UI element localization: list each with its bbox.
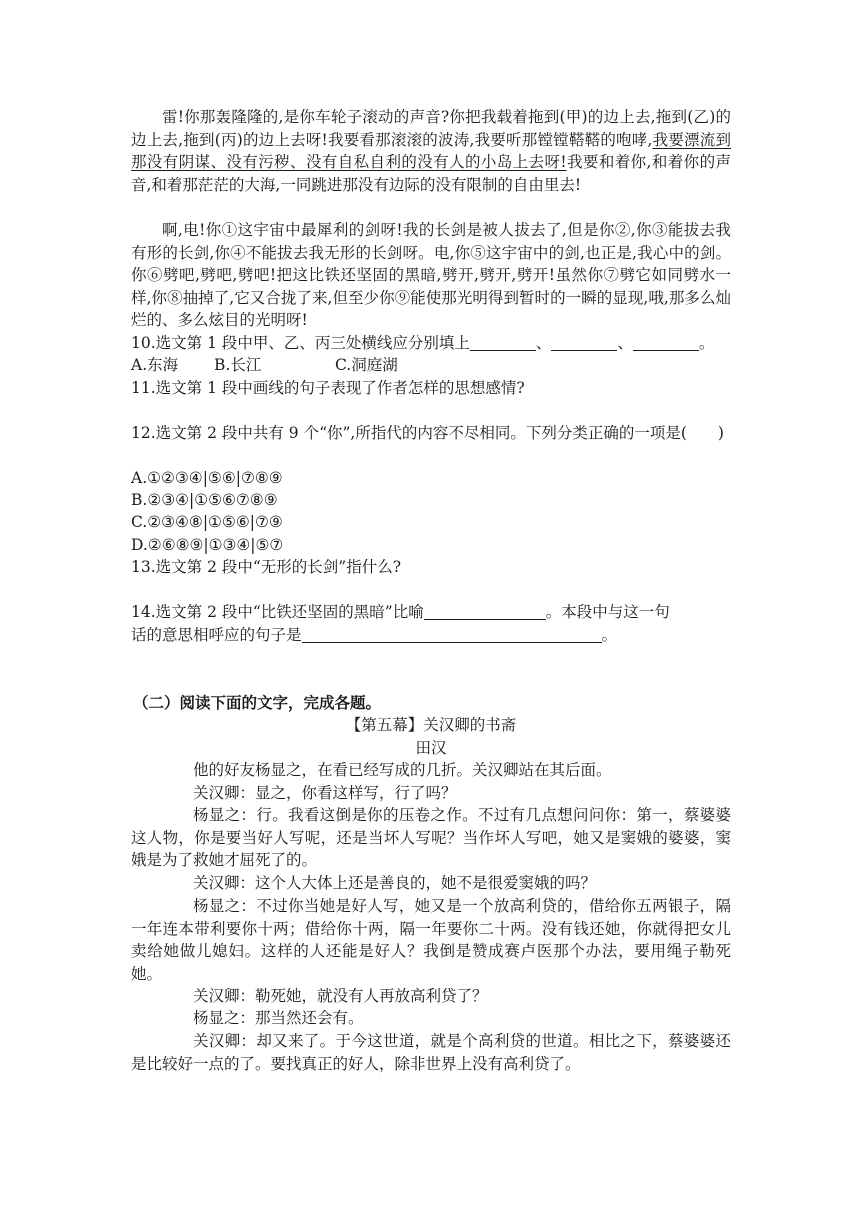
question-14-line-1	[131, 601, 670, 624]
answer-blank-metaphor[interactable]	[424, 603, 546, 620]
paragraph-1-text-b: 我要和着你,和着你的声音,和着那茫茫的大海,一同跳进那没有边际的没有限制的自由里去!	[131, 153, 731, 194]
q10-option-b: B.长江	[214, 356, 262, 374]
play-line: 杨显之：不过你当她是好人写，她又是一个放高利贷的，借给你五两银子，隔一年连本带利要你十两；借给你十两，隔一年要你二十两。没有钱还她，你就得把女儿卖给她做儿媳妇。这样的人还能是好人？我倒是赞成赛卢医那个办法，要用绳子勒死她。	[131, 897, 731, 983]
play-line: 关汉卿：这个人大体上还是善良的，她不是很爱窦娥的吗？	[193, 874, 597, 892]
question-12: 12.选文第 2 段中共有 9 个“你”,所指代的内容不尽相同。下列分类正确的一项是( )	[131, 424, 724, 442]
paragraph-1-text-a: 雷!你那轰隆隆的,是你车轮子滚动的声音?你把我载着拖到(甲)的边上去,拖到(乙)的边上去,拖到(丙)的边上去呀!我要看那滚滚的波涛,我要听那镗镗鞳鞳的咆哮,	[131, 108, 731, 149]
question-10-text: 10.选文第 1 段中甲、乙、丙三处横线应分别填上	[131, 334, 470, 352]
answer-blank-yi[interactable]	[551, 334, 617, 351]
underlined-sentence: 我要漂流到那没有阴谋、没有污秽、没有自私自利的没有人的小岛上去呀!	[131, 130, 731, 171]
answer-blank-sentence[interactable]	[302, 626, 602, 643]
play-line: 杨显之：那当然还会有。	[193, 1009, 364, 1027]
question-14-end: 。	[601, 626, 618, 644]
answer-blank-jia[interactable]	[470, 334, 536, 351]
answer-blank-bing[interactable]	[633, 334, 699, 351]
q10-sep-1: 、	[535, 334, 552, 352]
q12-option-c: C.②③④⑧|①⑤⑥|⑦⑨	[131, 513, 283, 531]
play-line: 杨显之：行。我看这倒是你的压卷之作。不过有几点想问问你：第一，蔡婆婆这人物，你是要当好人写呢，还是当坏人写呢？当作坏人写吧，她又是窦娥的婆婆，窦娥是为了救她才屈死了的。	[131, 806, 731, 869]
q10-option-a: A.东海	[131, 356, 179, 374]
section-2-heading: （二）阅读下面的文字，完成各题。	[133, 693, 382, 712]
question-14-text-b-head: 。本段中与这一句	[545, 603, 670, 621]
question-11: 11.选文第 1 段中画线的句子表现了作者怎样的思想感情?	[131, 379, 525, 397]
play-line: 关汉卿：勒死她，就没有人再放高利贷了？	[193, 987, 488, 1005]
play-title: 【第五幕】关汉卿的书斋	[345, 716, 517, 734]
question-10	[131, 332, 714, 355]
question-13: 13.选文第 2 段中“无形的长剑”指什么?	[131, 558, 402, 576]
play-line: 关汉卿：显之，你看这样写，行了吗？	[193, 784, 457, 802]
q10-sep-2: 、	[617, 334, 633, 352]
play-line: 关汉卿：却又来了。于今这世道，就是个高利贷的世道。相比之下，蔡婆婆还是比较好一点的了。要找真正的好人，除非世界上没有高利贷了。	[131, 1032, 731, 1073]
q12-option-b: B.②③④|①⑤⑥⑦⑧⑨	[131, 491, 278, 509]
question-14-line-2	[131, 624, 617, 647]
q12-option-d: D.②⑥⑧⑨|①③④|⑤⑦	[131, 536, 284, 554]
play-author: 田汉	[415, 739, 447, 757]
passage-paragraph-2: 啊,电!你①这宇宙中最犀利的剑呀!我的长剑是被人拔去了,但是你②,你③能拔去我有形的长剑,你④不能拔去我无形的长剑呀。电,你⑤这宇宙中的剑,也正是,我心中的剑。你⑥劈吧,劈吧,劈吧!把这比铁还坚固的黑暗,劈开,劈开,劈开!虽然你⑦劈它如同劈水一样,你⑧抽掉了,它又合拢了来,但至少你⑨能使那光明得到暂时的一瞬的显现,哦,那多么灿烂的、多么炫目的光明呀!	[131, 221, 731, 329]
q12-option-a: A.①②③④|⑤⑥|⑦⑧⑨	[131, 469, 283, 487]
question-10-options	[131, 354, 398, 377]
q10-option-c: C.洞庭湖	[335, 356, 398, 374]
play-line: 他的好友杨显之，在看已经写成的几折。关汉卿站在其后面。	[193, 761, 612, 779]
question-14-text-b-tail: 话的意思相呼应的句子是	[131, 626, 302, 644]
question-14-text-a: 14.选文第 2 段中“比铁还坚固的黑暗”比喻	[131, 603, 424, 621]
passage-paragraph-1	[131, 106, 731, 196]
q10-end: 。	[698, 334, 715, 352]
